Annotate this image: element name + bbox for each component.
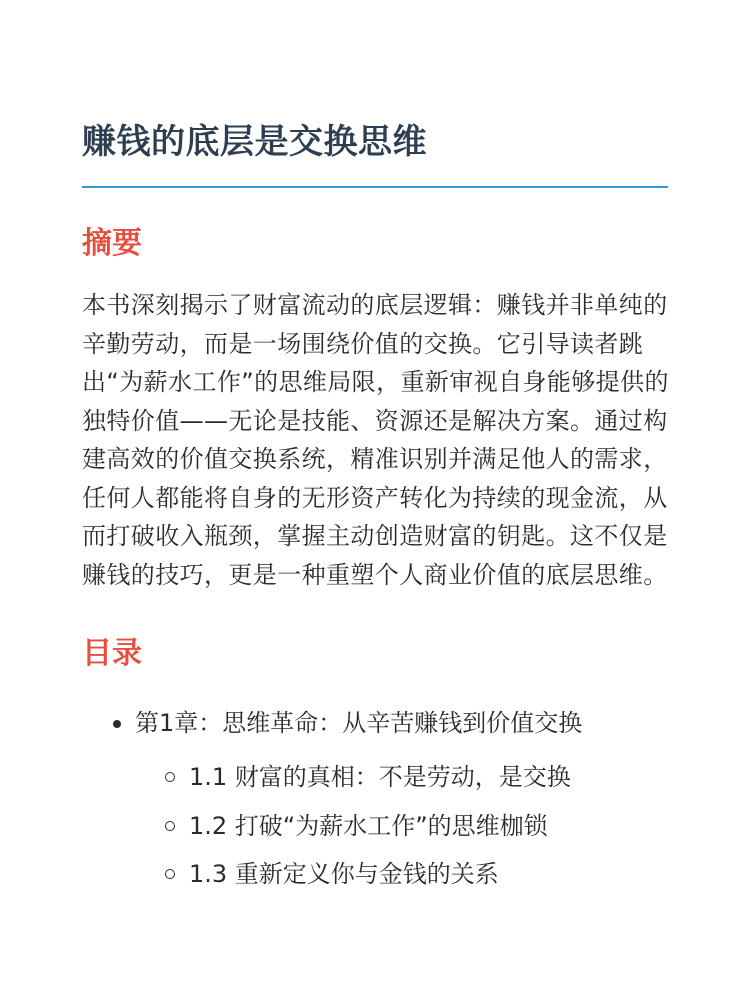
toc-chapter	[82, 704, 670, 742]
toc-section-list	[82, 758, 670, 893]
document-page	[82, 0, 670, 904]
toc-section-item	[82, 807, 670, 845]
table-of-contents	[82, 704, 670, 742]
hollow-bullet-icon	[165, 821, 175, 831]
hollow-bullet-icon	[165, 869, 175, 879]
section-label: 1.2 打破“为薪水工作”的思维枷锁	[189, 811, 548, 840]
toc-section-item	[82, 758, 670, 796]
toc-section-item	[82, 855, 670, 893]
hollow-bullet-icon	[165, 772, 175, 782]
toc-heading: 目录	[82, 636, 142, 671]
section-label: 1.1 财富的真相：不是劳动，是交换	[189, 763, 571, 791]
filled-bullet-icon	[113, 720, 121, 728]
chapter-label: 第1章：思维革命：从辛苦赚钱到价值交换	[135, 709, 583, 737]
summary-heading: 摘要	[82, 226, 142, 261]
title-divider	[82, 186, 668, 188]
book-title: 赚钱的底层是交换思维	[82, 122, 427, 162]
summary-text: 本书深刻揭示了财富流动的底层逻辑：赚钱并非单纯的辛勤劳动，而是一场围绕价值的交换。它引导读者跳出“为薪水工作”的思维局限，重新审视自身能够提供的独特价值——无论是技能、资源还是解决方案。通过构建高效的价值交换系统，精准识别并满足他人的需求，任何人都能将自身的无形资产转化为持续的现金流，从而打破收入瓶颈，掌握主动创造财富的钥匙。这不仅是赚钱的技巧，更是一种重塑个人商业价值的底层思维。	[82, 291, 669, 589]
section-label: 1.3 重新定义你与金钱的关系	[189, 860, 499, 888]
